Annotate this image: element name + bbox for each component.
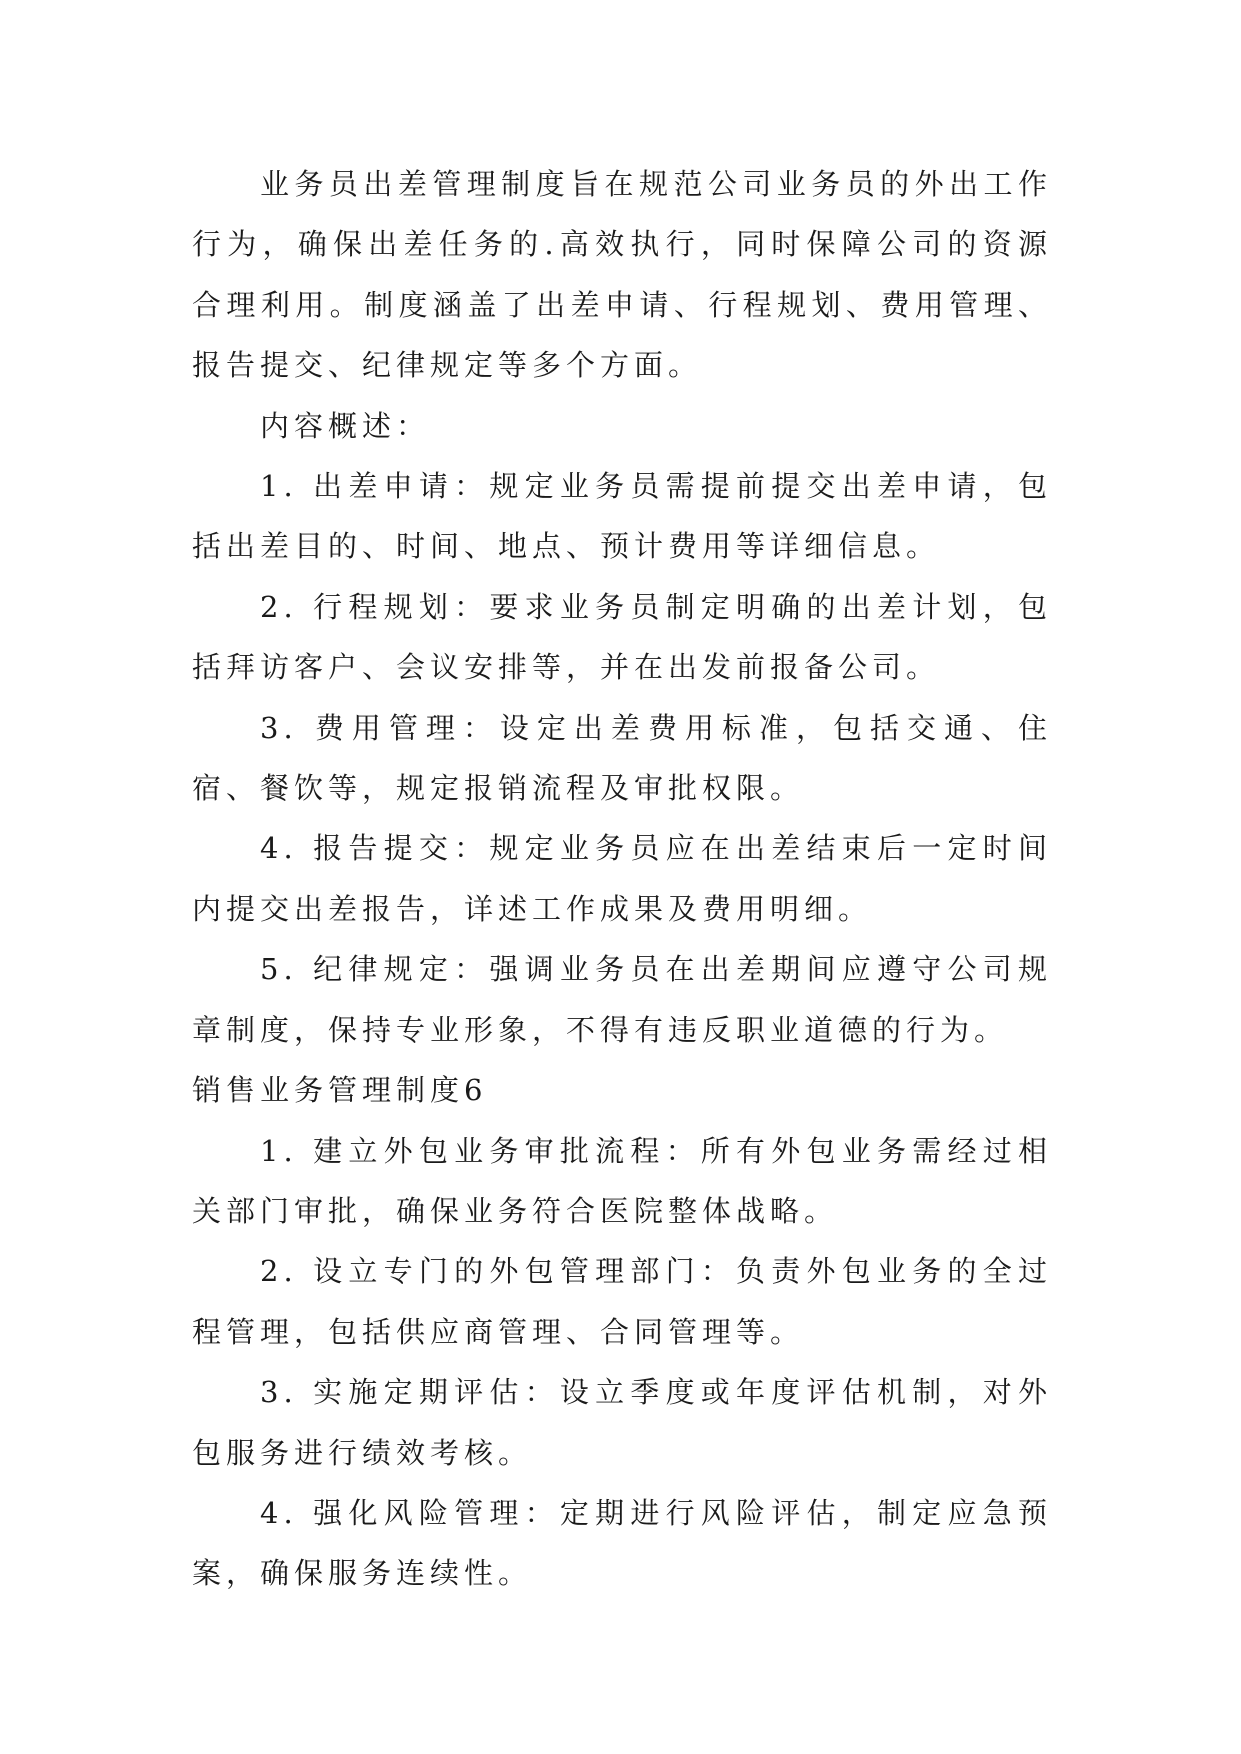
travel-item-itinerary: 2. 行程规划：要求业务员制定明确的出差计划，包括拜访客户、会议安排等，并在出发前报备公司。 xyxy=(192,589,1052,685)
intro-paragraph: 业务员出差管理制度旨在规范公司业务员的外出工作行为，确保出差任务的.高效执行，同时保障公司的资源合理利用。制度涵盖了出差申请、行程规划、费用管理、报告提交、纪律规定等多个方面。 xyxy=(192,167,1052,383)
travel-item-expenses: 3. 费用管理：设定出差费用标准，包括交通、住宿、餐饮等，规定报销流程及审批权限。 xyxy=(192,710,1052,806)
outsourcing-item-approval: 1. 建立外包业务审批流程：所有外包业务需经过相关部门审批，确保业务符合医院整体战略。 xyxy=(192,1133,1052,1228)
outsourcing-item-department: 2. 设立专门的外包管理部门：负责外包业务的全过程管理，包括供应商管理、合同管理等。 xyxy=(192,1254,1052,1349)
travel-item-report: 4. 报告提交：规定业务员应在出差结束后一定时间内提交出差报告，详述工作成果及费用明细。 xyxy=(192,831,1052,926)
overview-label: 内容概述： xyxy=(260,408,431,443)
outsourcing-item-evaluation: 3. 实施定期评估：设立季度或年度评估机制，对外包服务进行绩效考核。 xyxy=(192,1375,1052,1470)
travel-item-discipline: 5. 纪律规定：强调业务员在出差期间应遵守公司规章制度，保持专业形象，不得有违反职业道德的行为。 xyxy=(192,952,1052,1047)
section-title: 销售业务管理制度6 xyxy=(192,1073,488,1108)
document-body xyxy=(192,154,1052,1604)
travel-item-application: 1. 出差申请：规定业务员需提前提交出差申请，包括出差目的、时间、地点、预计费用等详细信息。 xyxy=(192,469,1052,564)
outsourcing-item-risk: 4. 强化风险管理：定期进行风险评估，制定应急预案，确保服务连续性。 xyxy=(192,1495,1052,1591)
